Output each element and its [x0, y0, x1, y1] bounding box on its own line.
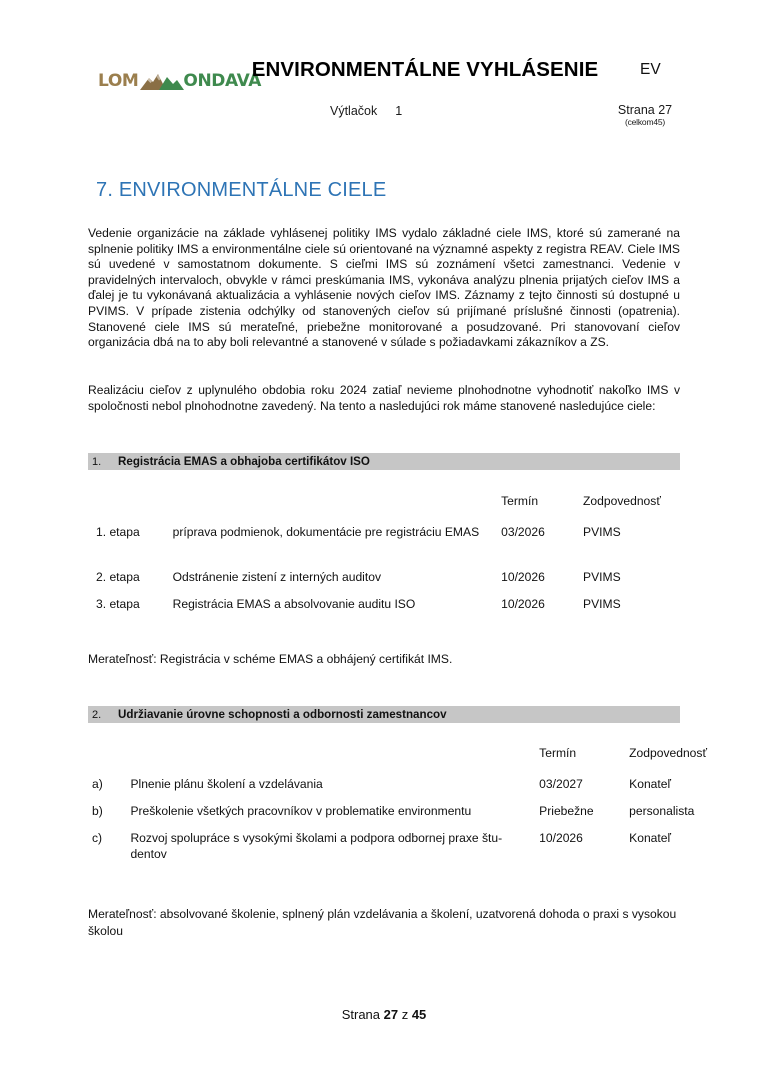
row-responsibility: personalista — [629, 804, 695, 818]
row-term: 10/2026 — [539, 831, 583, 845]
row-label: 3. etapa — [96, 597, 140, 611]
table-header — [88, 494, 680, 525]
table-header-row — [88, 746, 728, 777]
row-responsibility: PVIMS — [583, 525, 621, 539]
row-description — [130, 777, 539, 804]
table-row — [88, 525, 680, 570]
paragraph-text: Vedenie organizácie na základe vyhlásenej politiky IMS vydalo základné ciele IMS, ktoré sú zamerané na splnenie politiky IMS a environmentálne ciele sú orientované na významné aspekty z registra REAV. Ciele IMS sú uvedené v samostatnom dokumente. S cieľmi IMS sú zoznámení všetci zamestnanci. Vedenie v pravidelných intervaloch, obvykle v rámci preskúmania IMS, vykonáva analýzu plnenia prijatých cieľov IMS a ďalej je tu vykonávaná aktualizácia a vyhlásenie nových cieľov IMS. Záznamy z tejto činnosti sú dostupné u PVIMS. V prípade zistenia odchýlky od stanovených cieľov sú prijímané príslušné činnosti (opatrenia). Stanovené ciele IMS sú merateľné, priebežne monitorované a posudzované. Pri stanovovaní cieľov organizácia dbá na to aby boli relevantné a stanovené v súlade s požiadavkami zákazníkov a ZS. — [88, 226, 680, 350]
footer-prefix: Strana — [341, 1007, 384, 1022]
copy-number: 1 — [395, 104, 403, 118]
row-label: 1. etapa — [96, 525, 140, 539]
document-title: ENVIRONMENTÁLNE VYHLÁSENIE — [251, 58, 599, 81]
mountain-icon — [139, 71, 185, 91]
copy-info — [330, 104, 402, 118]
row-description-text: Plnenie plánu školení a vzdelávania — [130, 777, 323, 791]
header-page-total: (celkom45) — [624, 117, 666, 128]
row-term: 03/2026 — [501, 525, 545, 539]
paragraph-text: Realizáciu cieľov z uplynulého obdobia roku 2024 zatiaľ nevieme plnohodnotne vyhodnotiť nakoľko IMS v spoločnosti nebol plnohodnotne zavedený. Na tento a nasledujúci rok máme stanovené nasledujúce ciele: — [88, 383, 680, 413]
goal-table-2 — [88, 746, 728, 875]
column-header-term: Termín — [539, 746, 577, 760]
goal-number: 2. — [92, 708, 102, 721]
row-responsibility: Konateľ — [629, 777, 672, 791]
row-description — [173, 597, 502, 624]
table-row — [88, 831, 728, 875]
column-header-blank-desc — [173, 494, 502, 525]
row-label: b) — [92, 804, 103, 818]
table-row — [88, 597, 680, 624]
measurability-note-1: Merateľnosť: Registrácia v schéme EMAS a obhájený certifikát IMS. — [88, 652, 453, 666]
footer-total-pages: 45 — [411, 1007, 427, 1022]
logo-text-ondava: ONDAVA — [183, 71, 261, 91]
goal-number: 1. — [92, 455, 102, 468]
row-term: Priebežne — [539, 804, 594, 818]
row-label: c) — [92, 831, 103, 845]
row-term: 03/2027 — [539, 777, 583, 791]
header-page-info — [570, 103, 720, 128]
row-label: a) — [92, 777, 103, 791]
row-description-text: Rozvoj spolupráce s vysokými školami a podpora odbornej praxe štu-dentov — [130, 831, 503, 861]
row-description-text: Registrácia EMAS a absolvovanie auditu ISO — [172, 597, 416, 611]
intro-paragraph-2 — [88, 383, 680, 414]
column-header-blank-desc — [130, 746, 539, 777]
row-description-text: príprava podmienok, dokumentácie pre registráciu EMAS — [172, 525, 480, 539]
goal-title: Udržiavanie úrovne schopnosti a odbornosti zamestnancov — [118, 708, 447, 721]
table-body — [88, 525, 680, 624]
row-description — [130, 831, 539, 875]
intro-paragraph-1 — [88, 226, 680, 351]
table-header-row — [88, 494, 680, 525]
document-header — [0, 0, 768, 150]
goal-title: Registrácia EMAS a obhajoba certifikátov ISO — [118, 455, 370, 468]
table-row — [88, 570, 680, 597]
row-responsibility: PVIMS — [583, 597, 621, 611]
table-header — [88, 746, 728, 777]
column-header-responsibility: Zodpovednosť — [629, 746, 707, 760]
column-header-responsibility: Zodpovednosť — [583, 494, 661, 508]
table-row — [88, 777, 728, 804]
measurability-note-2: Merateľnosť: absolvované školenie, splnený plán vzdelávania a školení, uzatvorená dohoda o praxi s vysokou školou — [88, 907, 677, 938]
row-term: 10/2026 — [501, 597, 545, 611]
row-responsibility: Konateľ — [629, 831, 672, 845]
document-code: EV — [640, 61, 661, 78]
row-responsibility: PVIMS — [583, 570, 621, 584]
column-header-blank — [88, 494, 173, 525]
row-description — [130, 804, 539, 831]
footer-page-number: 27 — [383, 1007, 399, 1022]
company-logo — [98, 68, 261, 94]
row-description — [173, 570, 502, 597]
table-body — [88, 777, 728, 875]
row-description-text: Preškolenie všetkých pracovníkov v problematike environmentu — [130, 804, 472, 818]
goal-section-header-2 — [88, 706, 680, 723]
header-page-label: Strana 27 — [617, 103, 673, 117]
page-title: 7. ENVIRONMENTÁLNE CIELE — [96, 179, 387, 201]
column-header-term: Termín — [501, 494, 539, 508]
row-description — [173, 525, 502, 570]
row-term: 10/2026 — [501, 570, 545, 584]
footer-middle: z — [398, 1007, 412, 1022]
goal-section-header-1 — [88, 453, 680, 470]
goal-table-1 — [88, 494, 680, 624]
column-header-blank — [88, 746, 130, 777]
page-footer — [0, 1007, 768, 1022]
logo-text-lom: LOM — [98, 71, 139, 91]
row-label: 2. etapa — [96, 570, 140, 584]
table-row — [88, 804, 728, 831]
copy-label: Výtlačok — [330, 104, 378, 118]
row-description-text: Odstránenie zistení z interných auditov — [172, 570, 382, 584]
